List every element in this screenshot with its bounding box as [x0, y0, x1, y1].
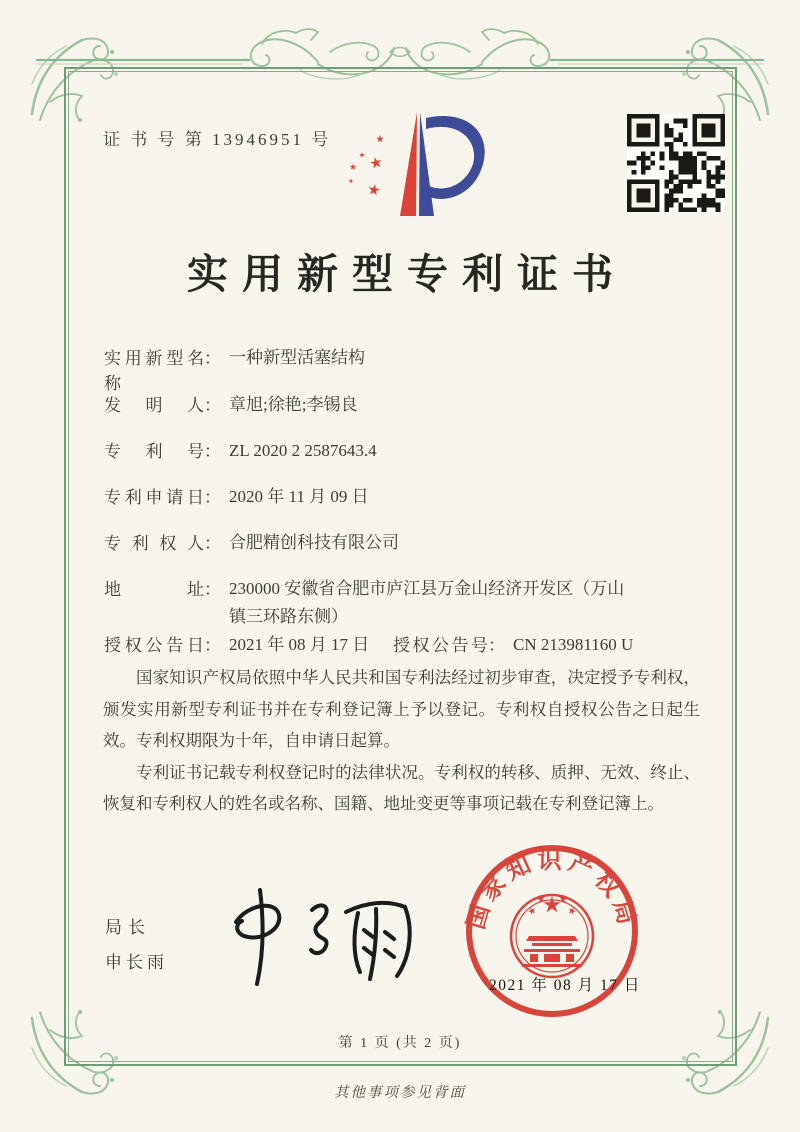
field-label: 实用新型名称 [104, 349, 204, 393]
field-label: 授权公告号 [393, 636, 488, 655]
field-label: 专利权人 [104, 534, 204, 553]
field-row-inventors [104, 391, 357, 419]
qr-code [627, 114, 725, 212]
field-row-patent-no [104, 437, 377, 465]
legal-text [103, 662, 700, 820]
field-value: ZL 2020 2 2587643.4 [229, 441, 377, 460]
legal-paragraph-2: 专利证书记载专利权登记时的法律状况。专利权的转移、质押、无效、终止、恢复和专利权人的姓名或名称、国籍、地址变更等事项记载在专利登记簿上。 [103, 762, 700, 813]
field-label: 地址 [104, 580, 204, 599]
field-value: 章旭;徐艳;李锡良 [229, 395, 358, 414]
field-value: 2020 年 11 月 09 日 [229, 487, 369, 506]
field-row-grant [104, 631, 634, 659]
field-value: 230000 安徽省合肥市庐江县万金山经济开发区（万山镇三环路东侧） [229, 579, 625, 626]
field-label: 发明人 [104, 396, 204, 415]
field-label: 专利申请日 [104, 488, 204, 507]
svg-text:国家知识产权局 [463, 847, 642, 932]
field-row-filing-date [104, 483, 369, 511]
field-row-name [104, 344, 365, 394]
field-value: 合肥精创科技有限公司 [229, 533, 399, 552]
field-label: 授权公告日 [104, 636, 204, 655]
cnipa-logo-icon [330, 106, 510, 236]
field-grant-number [393, 631, 633, 659]
field-value: 一种新型活塞结构 [229, 348, 365, 367]
national-emblem-icon [511, 894, 593, 977]
field-colon: ： [204, 396, 221, 415]
seal-date: 2021 年 08 月 17 日 [489, 977, 641, 994]
field-colon: ： [204, 488, 221, 507]
legal-paragraph-1: 国家知识产权局依照中华人民共和国专利法经过初步审查，决定授予专利权，颁发实用新型专利证书并在专利登记簿上予以登记。专利权自授权公告之日起生效。专利权期限为十年，自申请日起算。 [103, 668, 700, 750]
certificate-number: 证 书 号 第 13946951 号 [103, 130, 332, 149]
director-title: 局长 [105, 918, 151, 937]
field-label: 专利号 [104, 442, 204, 461]
director-signature [208, 882, 428, 994]
field-value: 2021 年 08 月 17 日 [229, 635, 370, 654]
field-row-patentee [104, 529, 399, 557]
field-row-address [104, 575, 639, 631]
field-colon: ： [488, 636, 505, 655]
field-colon: ： [204, 442, 221, 461]
back-side-note: 其他事项参见背面 [334, 1085, 466, 1101]
field-colon: ： [204, 349, 221, 368]
director-name: 申长雨 [105, 953, 168, 972]
certificate-title: 实用新型专利证书 [187, 251, 627, 297]
seal-text: 国家知识产权局 [463, 848, 641, 933]
field-value: CN 213981160 U [513, 635, 634, 654]
field-colon: ： [204, 580, 221, 599]
field-colon: ： [204, 636, 221, 655]
page-number: 第 1 页 (共 2 页) [338, 1036, 462, 1051]
field-colon: ： [204, 534, 221, 553]
